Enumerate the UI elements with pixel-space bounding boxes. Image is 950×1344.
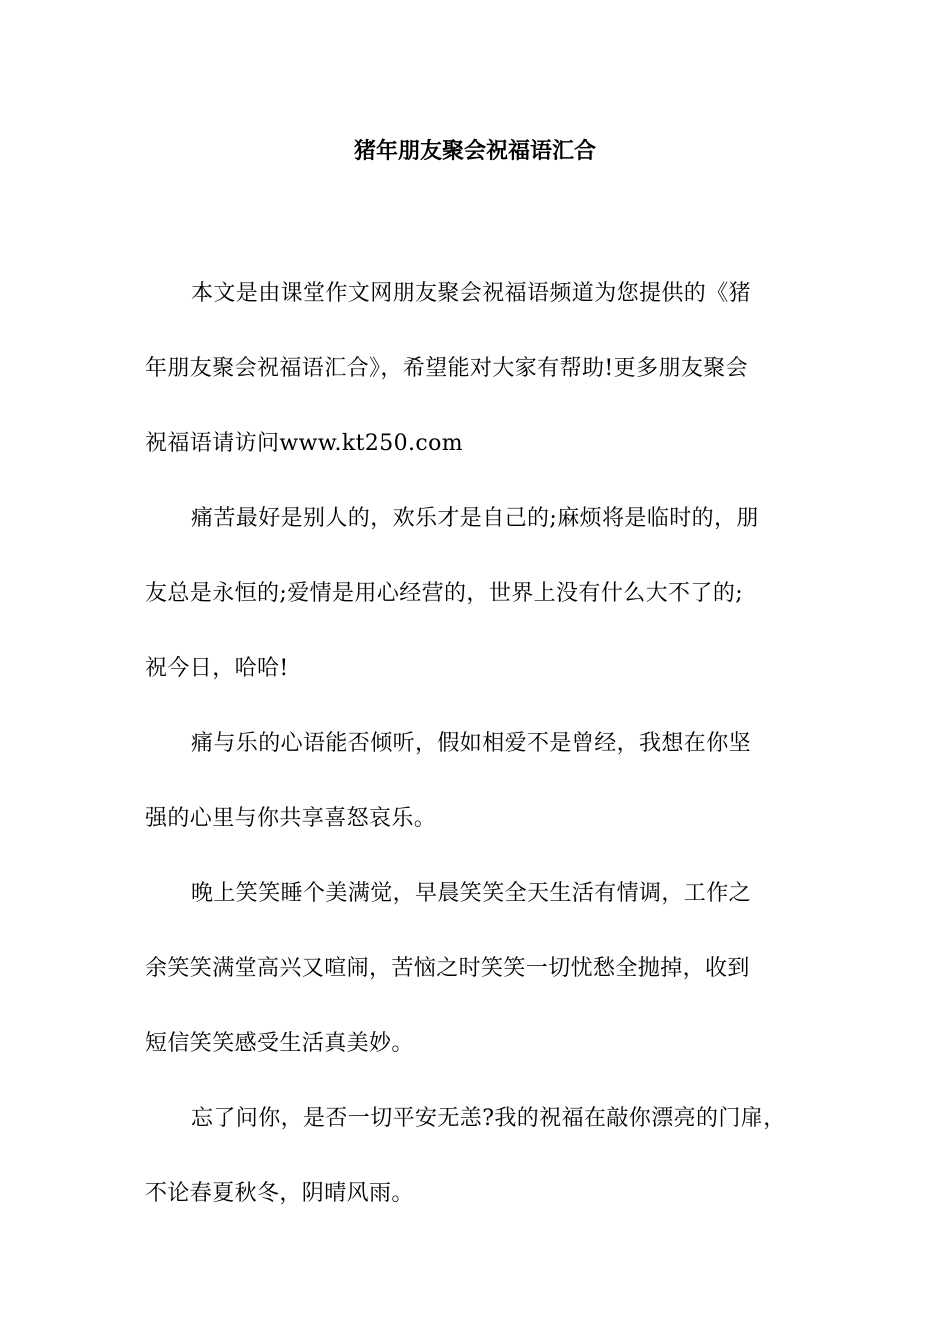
text-line: 祝今日，哈哈! — [145, 656, 289, 681]
paragraph-blessing-4 — [145, 1081, 805, 1231]
text-line: 强的心里与你共享喜怒哀乐。 — [145, 806, 437, 831]
text-line: 痛苦最好是别人的，欢乐才是自己的;麻烦将是临时的，朋 — [191, 506, 759, 531]
document-body — [145, 256, 805, 1231]
paragraph-intro — [145, 256, 805, 481]
document-title: 猪年朋友聚会祝福语汇合 — [353, 139, 596, 164]
paragraph-blessing-2 — [145, 706, 805, 856]
text-line: 晚上笑笑睡个美满觉，早晨笑笑全天生活有情调，工作之 — [191, 881, 752, 906]
text-line: 祝福语请访问www.kt250.com — [145, 431, 464, 456]
text-line: 忘了问你，是否一切平安无恙?我的祝福在敲你漂亮的门扉， — [191, 1106, 786, 1131]
text-line: 短信笑笑感受生活真美妙。 — [145, 1031, 414, 1056]
paragraph-blessing-1 — [145, 481, 805, 706]
text-line: 本文是由课堂作文网朋友聚会祝福语频道为您提供的《猪 — [191, 281, 752, 306]
text-line: 余笑笑满堂高兴又喧闹，苦恼之时笑笑一切忧愁全抛掉，收到 — [145, 956, 750, 981]
text-line: 不论春夏秋冬，阴晴风雨。 — [145, 1181, 414, 1206]
text-line: 年朋友聚会祝福语汇合》，希望能对大家有帮助!更多朋友聚会 — [145, 356, 749, 381]
paragraph-blessing-3 — [145, 856, 805, 1081]
text-line: 痛与乐的心语能否倾听，假如相爱不是曾经，我想在你坚 — [191, 731, 752, 756]
text-line: 友总是永恒的;爱情是用心经营的，世界上没有什么大不了的; — [145, 581, 744, 606]
